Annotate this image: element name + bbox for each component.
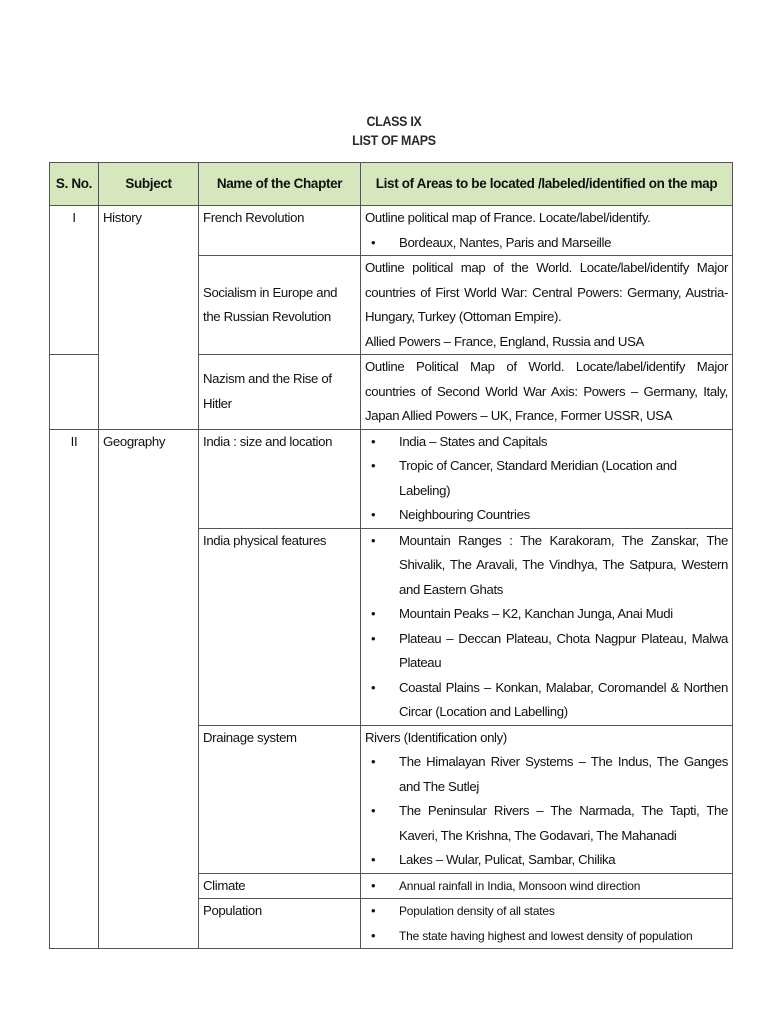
list-heading: LIST OF MAPS: [352, 133, 436, 148]
areas-list: [365, 750, 728, 873]
areas-text: Outline political map of the World. Locate/label/identify Major countries of First World War: Central Powers: Germany, Austria-Hungary, Turkey (Ottoman Empire).: [365, 260, 728, 324]
list-item: • Population density of all states: [365, 899, 728, 924]
areas-cell: Outline Political Map of World. Locate/label/identify Major countries of Second World War Axis: Powers – Germany, Italy, Japan Allied Powers – UK, France, Former USSR, USA: [361, 355, 733, 430]
areas-cell: [361, 725, 733, 873]
areas-cell: [361, 256, 733, 355]
chapter-cell: Drainage system: [199, 725, 361, 873]
sno-cell-empty: [50, 355, 99, 430]
chapter-cell: Climate: [199, 873, 361, 899]
list-item: • Annual rainfall in India, Monsoon wind direction: [365, 874, 728, 899]
list-item: • Lakes – Wular, Pulicat, Sambar, Chilika: [365, 848, 728, 873]
list-item: • The state having highest and lowest density of population: [365, 924, 728, 949]
list-item: • Mountain Peaks – K2, Kanchan Junga, Anai Mudi: [365, 602, 728, 627]
areas-cell: [361, 429, 733, 528]
class-heading: CLASS IX: [366, 114, 422, 129]
document-title: [32, 112, 757, 150]
table-header-row: [50, 163, 733, 206]
areas-list: [365, 430, 728, 528]
chapter-cell: India : size and location: [199, 429, 361, 528]
list-item: • Coastal Plains – Konkan, Malabar, Coromandel & Northen Circar (Location and Labelling): [365, 676, 728, 725]
chapter-cell: French Revolution: [199, 206, 361, 256]
header-chapter: Name of the Chapter: [199, 163, 361, 206]
chapter-cell: Nazism and the Rise of Hitler: [199, 355, 361, 430]
chapter-cell: Population: [199, 899, 361, 949]
list-item: • Mountain Ranges : The Karakoram, The Zanskar, The Shivalik, The Aravali, The Vindhya, The Satpura, Western and Eastern Ghats: [365, 529, 728, 603]
areas-cell: [361, 899, 733, 949]
sno-cell: I: [50, 206, 99, 355]
maps-table: [49, 162, 733, 949]
list-item: • Neighbouring Countries: [365, 503, 728, 528]
header-areas: List of Areas to be located /labeled/identified on the map: [361, 163, 733, 206]
chapter-cell: India physical features: [199, 528, 361, 725]
header-subject: Subject: [99, 163, 199, 206]
list-item: • Bordeaux, Nantes, Paris and Marseille: [365, 231, 728, 256]
list-item: • The Peninsular Rivers – The Narmada, The Tapti, The Kaveri, The Krishna, The Godavari, The Mahanadi: [365, 799, 728, 848]
list-item: • Tropic of Cancer, Standard Meridian (Location and Labeling): [365, 454, 728, 503]
areas-list: [365, 899, 728, 948]
table-row: [50, 429, 733, 528]
areas-cell: [361, 206, 733, 256]
list-item: • Plateau – Deccan Plateau, Chota Nagpur Plateau, Malwa Plateau: [365, 627, 728, 676]
chapter-cell: Socialism in Europe and the Russian Revolution: [199, 256, 361, 355]
subject-cell: Geography: [99, 429, 199, 949]
sno-cell: II: [50, 429, 99, 949]
areas-intro: Rivers (Identification only): [365, 729, 507, 745]
areas-list: [365, 231, 728, 256]
areas-intro: Outline political map of France. Locate/label/identify.: [365, 210, 651, 225]
areas-text-2: Allied Powers – France, England, Russia and USA: [365, 333, 644, 349]
list-item: • The Himalayan River Systems – The Indus, The Ganges and The Sutlej: [365, 750, 728, 799]
subject-cell: History: [99, 206, 199, 430]
areas-cell: [361, 528, 733, 725]
areas-list: [365, 529, 728, 725]
list-item: • India – States and Capitals: [365, 430, 728, 455]
areas-cell: [361, 873, 733, 899]
table-row: [50, 206, 733, 256]
header-sno: S. No.: [50, 163, 99, 206]
areas-list: [365, 874, 728, 899]
